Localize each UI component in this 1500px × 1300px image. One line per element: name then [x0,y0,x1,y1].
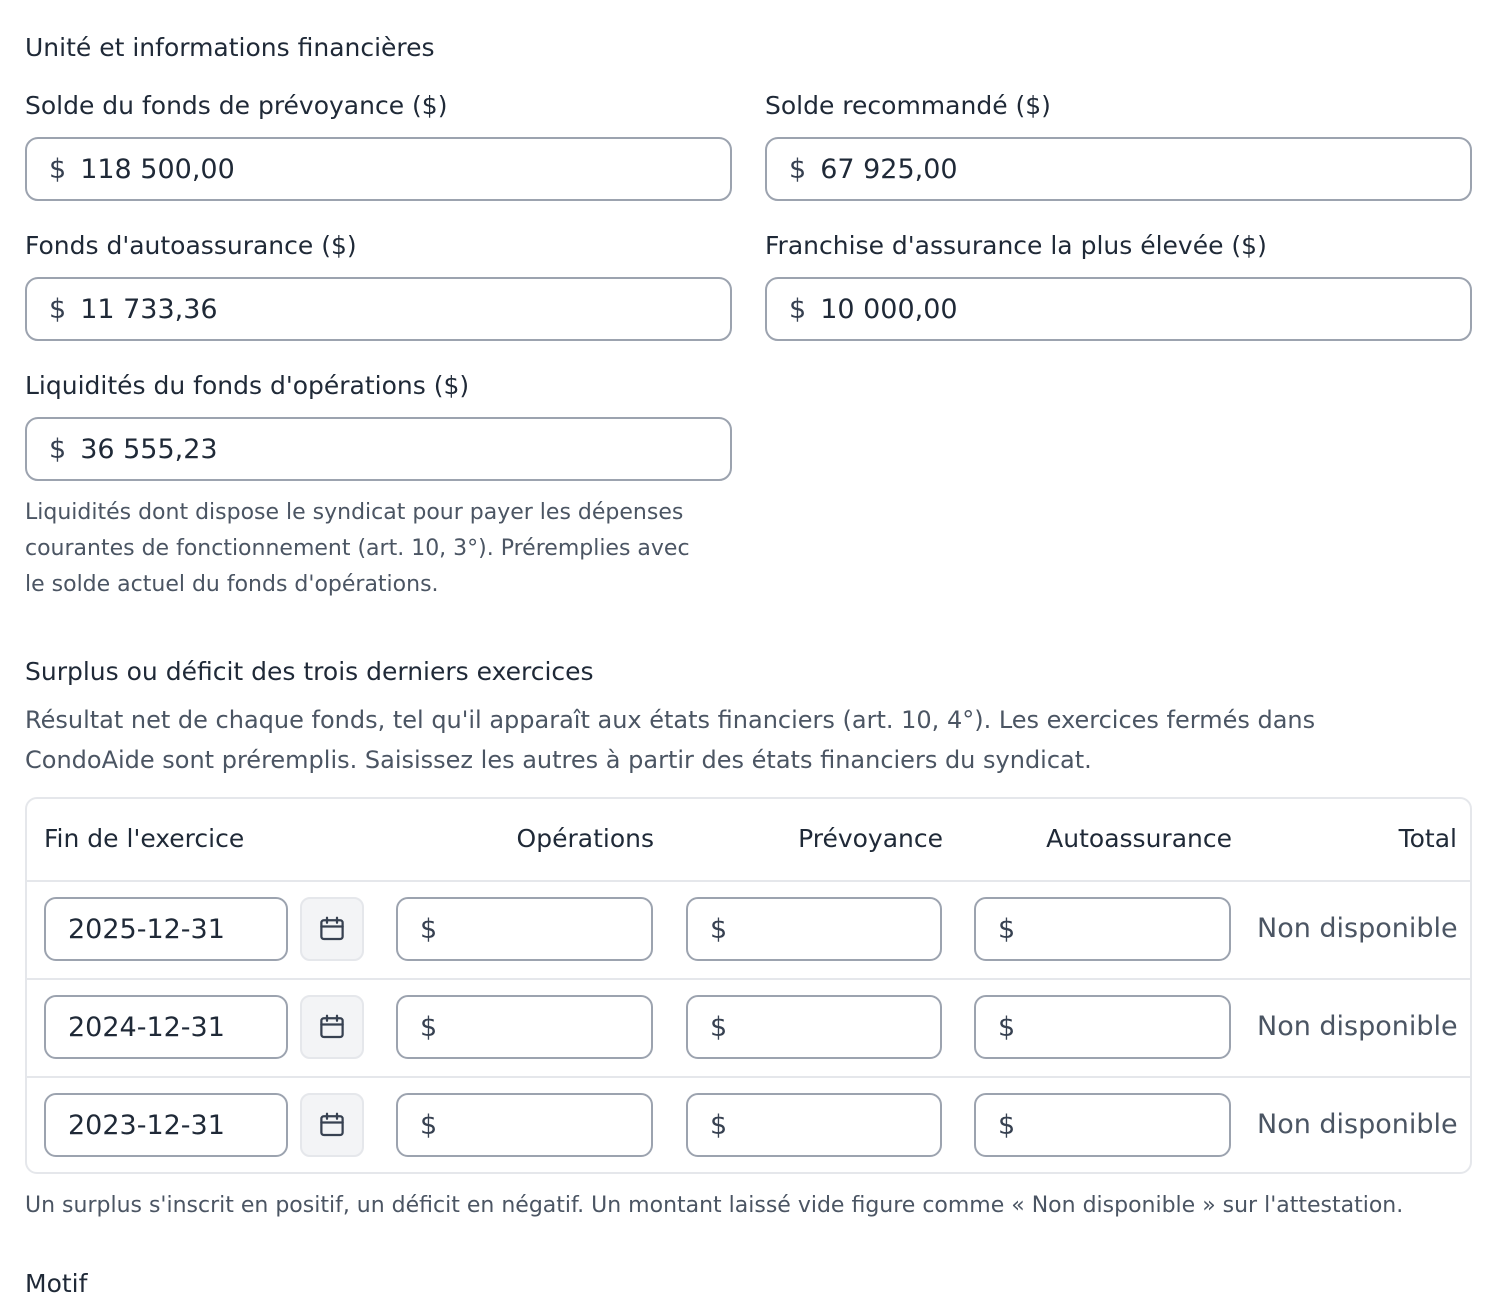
year-end-date-input[interactable] [68,1012,286,1043]
row-total: Non disponible [1257,913,1458,944]
operations-amount-field[interactable] [396,1093,653,1157]
currency-symbol: $ [49,293,67,325]
self-insurance-amount-input[interactable] [1025,914,1187,945]
description-line: Résultat net de chaque fonds, tel qu'il apparaît aux états financiers (art. 10, 4°). Les exercices fermés dans [25,706,1316,734]
table-row [27,1078,1470,1172]
currency-symbol: $ [710,1011,728,1043]
self-insurance-amount-field[interactable] [974,897,1231,961]
self-insurance-fund-input[interactable] [80,294,625,325]
operating-liquidity-help [25,495,745,603]
self-insurance-amount-field[interactable] [974,995,1231,1059]
reserve-amount-field[interactable] [686,995,942,1059]
self-insurance-amount-input[interactable] [1025,1110,1187,1141]
currency-symbol: $ [789,293,807,325]
column-header-year-end: Fin de l'exercice [44,824,245,853]
column-header-operations: Opérations [516,824,654,853]
operations-amount-input[interactable] [447,1012,609,1043]
reserve-fund-label: Solde du fonds de prévoyance ($) [25,91,448,120]
operations-amount-field[interactable] [396,897,653,961]
calendar-icon [317,1012,347,1042]
recommended-balance-label: Solde recommandé ($) [765,91,1051,120]
year-end-date-field[interactable] [44,995,288,1059]
calendar-button[interactable] [300,897,364,961]
row-total: Non disponible [1257,1011,1458,1042]
currency-symbol: $ [49,153,67,185]
calendar-icon [317,1110,347,1140]
help-line: Liquidités dont dispose le syndicat pour payer les dépenses [25,500,684,525]
column-header-self-insurance: Autoassurance [1046,824,1232,853]
reserve-amount-input[interactable] [737,1110,898,1141]
surplus-footnote: Un surplus s'inscrit en positif, un déficit en négatif. Un montant laissé vide figure comme « Non disponible » sur l'attestation. [25,1193,1404,1218]
column-header-reserve: Prévoyance [798,824,943,853]
currency-symbol: $ [998,913,1016,945]
self-insurance-fund-label: Fonds d'autoassurance ($) [25,231,357,260]
help-line: le solde actuel du fonds d'opérations. [25,572,439,597]
reserve-fund-input[interactable] [80,154,625,185]
currency-symbol: $ [420,1011,438,1043]
currency-symbol: $ [420,1109,438,1141]
self-insurance-fund-field[interactable] [25,277,732,341]
operations-amount-input[interactable] [447,914,609,945]
column-header-total: Total [1398,824,1457,853]
self-insurance-amount-field[interactable] [974,1093,1231,1157]
currency-symbol: $ [420,913,438,945]
row-total: Non disponible [1257,1109,1458,1140]
reserve-amount-input[interactable] [737,914,898,945]
operations-amount-field[interactable] [396,995,653,1059]
year-end-date-input[interactable] [68,914,286,945]
section-title-surplus: Surplus ou déficit des trois derniers exercices [25,657,594,686]
reserve-amount-input[interactable] [737,1012,898,1043]
table-row [27,980,1470,1076]
reserve-fund-field[interactable] [25,137,732,201]
operating-liquidity-label: Liquidités du fonds d'opérations ($) [25,371,470,400]
year-end-date-input[interactable] [68,1110,286,1141]
reserve-amount-field[interactable] [686,1093,942,1157]
calendar-button[interactable] [300,995,364,1059]
highest-deductible-label: Franchise d'assurance la plus élevée ($) [765,231,1267,260]
table-row [27,882,1470,978]
recommended-balance-field[interactable] [765,137,1472,201]
help-line: courantes de fonctionnement (art. 10, 3°). Préremplies avec [25,536,690,561]
surplus-description [25,700,1475,780]
operating-liquidity-field[interactable] [25,417,732,481]
reserve-amount-field[interactable] [686,897,942,961]
section-title-motif: Motif [25,1269,88,1298]
year-end-date-field[interactable] [44,897,288,961]
currency-symbol: $ [710,1109,728,1141]
currency-symbol: $ [789,153,807,185]
currency-symbol: $ [998,1011,1016,1043]
year-end-date-field[interactable] [44,1093,288,1157]
self-insurance-amount-input[interactable] [1025,1012,1187,1043]
operations-amount-input[interactable] [447,1110,609,1141]
surplus-table [25,797,1472,1174]
description-line: CondoAide sont préremplis. Saisissez les autres à partir des états financiers du syndicat. [25,746,1092,774]
currency-symbol: $ [998,1109,1016,1141]
currency-symbol: $ [49,433,67,465]
section-title-unit: Unité et informations financières [25,33,435,62]
calendar-icon [317,914,347,944]
highest-deductible-field[interactable] [765,277,1472,341]
calendar-button[interactable] [300,1093,364,1157]
currency-symbol: $ [710,913,728,945]
operating-liquidity-input[interactable] [80,434,625,465]
recommended-balance-input[interactable] [820,154,1365,185]
highest-deductible-input[interactable] [820,294,1365,325]
